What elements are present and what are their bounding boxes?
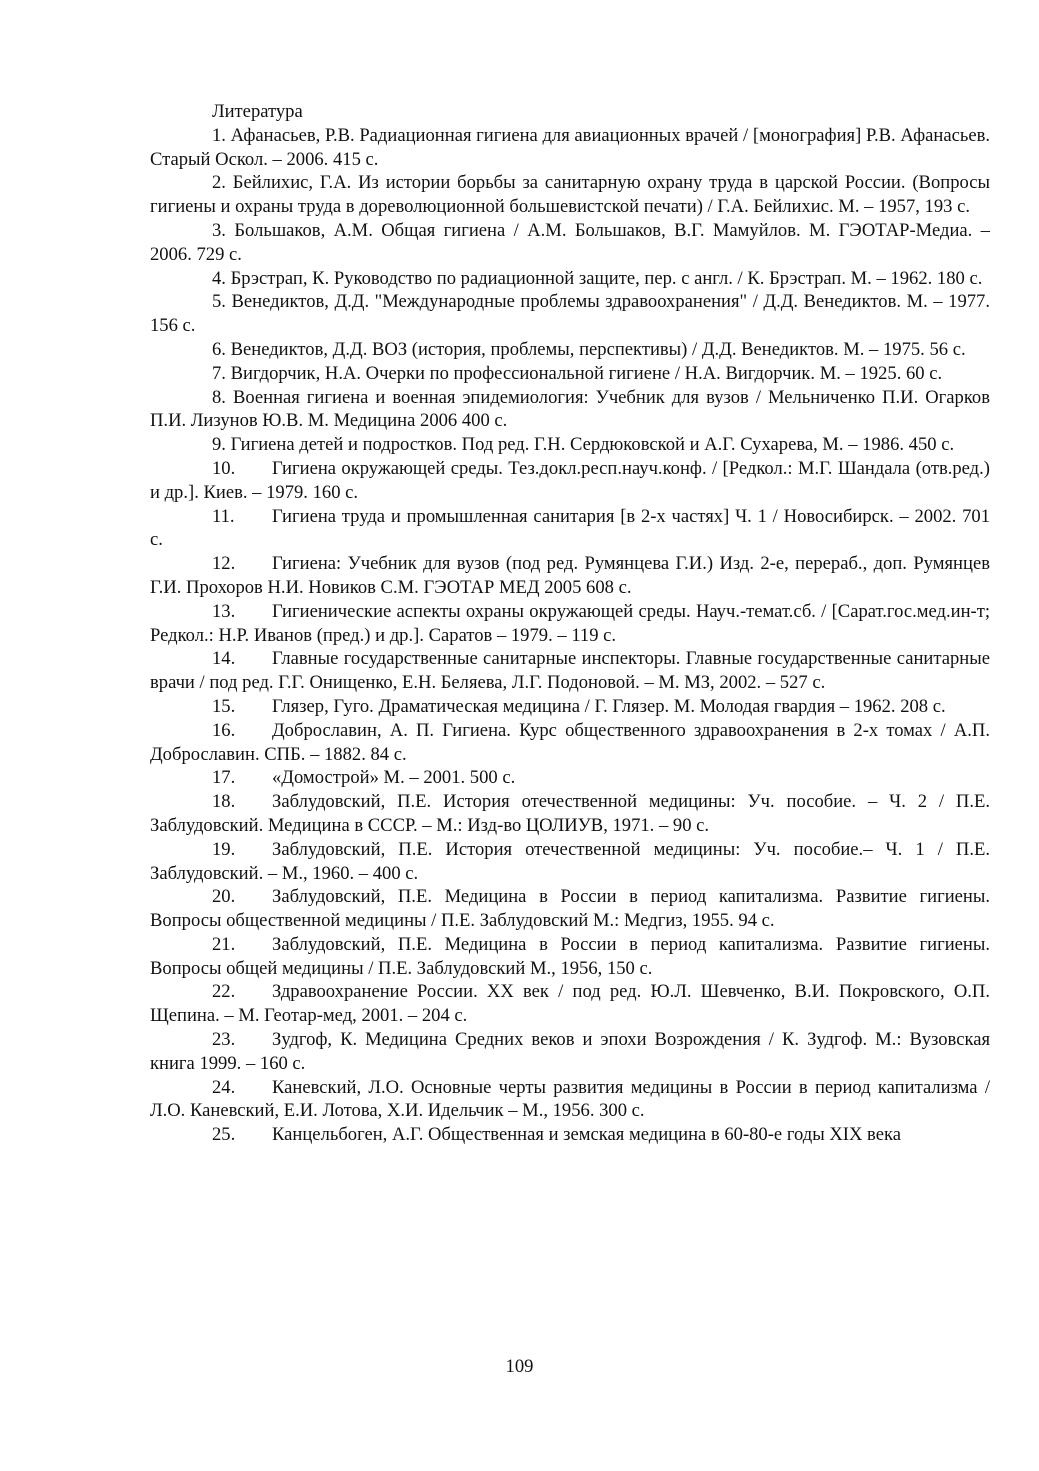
reference-text: Здравоохранение России. XX век / под ред. Ю.Л. Шевченко, В.И. Покровского, О.П. Щепина. – М. Геотар-мед, 2001. – 204 с. — [150, 981, 990, 1027]
reference-text: Брэстрап, К. Руководство по радиационной защите, пер. с англ. / К. Брэстрап. М. – 1962. 180 с. — [230, 267, 983, 289]
reference-item — [150, 433, 990, 457]
reference-number: 10. — [212, 457, 236, 479]
reference-text: Вигдорчик, Н.А. Очерки по профессиональной гигиене / Н.А. Вигдорчик. М. – 1925. 60 с. — [230, 362, 943, 384]
reference-text: Гигиена окружающей среды. Тез.докл.респ.науч.конф. / [Редкол.: М.Г. Шандала (отв.ред.) и др.]. Киев. – 1979. 160 с. — [150, 457, 990, 503]
reference-text: Заблудовский, П.Е. История отечественной медицины: Уч. пособие. – Ч. 2 / П.Е. Заблудовский. Медицина в СССР. – М.: Изд-во ЦОЛИУВ, 1971. – 90 с. — [150, 791, 990, 836]
reference-text: Заблудовский, П.Е. Медицина в России в период капитализма. Развитие гигиены. Вопросы общей медицины / П.Е. Заблудовский М., 1956, 150 с. — [150, 933, 990, 979]
reference-item — [150, 219, 990, 267]
reference-item — [150, 552, 990, 600]
reference-item — [150, 695, 990, 719]
reference-number: 9. — [212, 434, 226, 456]
reference-number: 3. — [212, 219, 226, 241]
reference-item — [150, 766, 990, 790]
reference-text: Бейлихис, Г.А. Из истории борьбы за санитарную охрану труда в царской России. (Вопросы гигиены и охраны труда в дореволюционной большевистской печати) / Г.А. Бейлихис. М. – 1957, 193 с. — [150, 172, 990, 218]
reference-number: 2. — [212, 172, 226, 194]
reference-number: 4. — [212, 267, 226, 289]
reference-item — [150, 790, 990, 838]
section-heading: Литература — [212, 101, 303, 122]
reference-item — [150, 885, 990, 933]
reference-text: Заблудовский, П.Е. История отечественной медицины: Уч. пособие.– Ч. 1 / П.Е. Заблудовский. – М., 1960. – 400 с. — [150, 838, 990, 884]
reference-number: 8. — [212, 386, 226, 408]
reference-item — [150, 386, 990, 434]
reference-number: 22. — [212, 981, 236, 1003]
reference-number: 1. — [212, 124, 226, 146]
reference-item — [150, 171, 990, 219]
reference-item — [150, 290, 990, 338]
reference-text: Гигиена детей и подростков. Под ред. Г.Н. Сердюковской и А.Г. Сухарева, М. – 1986. 450 с. — [230, 434, 955, 456]
reference-text: Гигиена труда и промышленная санитария [в 2-х частях] Ч. 1 / Новосибирск. – 2002. 701 с. — [150, 505, 990, 551]
reference-number: 24. — [212, 1076, 236, 1098]
reference-text: Афанасьев, Р.В. Радиационная гигиена для авиационных врачей / [монография] Р.В. Афанасьев. Старый Оскол. – 2006. 415 с. — [150, 124, 990, 170]
reference-text: Каневский, Л.О. Основные черты развития медицины в России в период капитализма / Л.О. Каневский, Е.И. Лотова, Х.И. Идельчик – М., 1956. 300 с. — [150, 1076, 990, 1122]
reference-number: 11. — [212, 505, 235, 527]
reference-item — [150, 838, 990, 886]
reference-item — [150, 124, 990, 172]
reference-number: 20. — [212, 886, 236, 908]
reference-number: 13. — [212, 600, 236, 622]
reference-text: Венедиктов, Д.Д. ВОЗ (история, проблемы, перспективы) / Д.Д. Венедиктов. М. – 1975. 56 с. — [230, 338, 966, 360]
reference-text: Большаков, А.М. Общая гигиена / А.М. Большаков, В.Г. Мамуйлов. М. ГЭОТАР-Медиа. – 2006. 729 с. — [150, 219, 990, 265]
reference-text: Венедиктов, Д.Д. "Международные проблемы здравоохранения" / Д.Д. Венедиктов. М. – 1977. 156 с. — [150, 291, 990, 337]
reference-item — [150, 362, 990, 386]
reference-number: 12. — [212, 553, 236, 575]
reference-item — [150, 647, 990, 695]
reference-item — [150, 600, 990, 648]
reference-item — [150, 980, 990, 1028]
reference-number: 14. — [212, 648, 236, 670]
reference-item — [150, 338, 990, 362]
reference-item — [150, 933, 990, 981]
reference-number: 16. — [212, 719, 236, 741]
reference-number: 5. — [212, 291, 226, 313]
reference-number: 7. — [212, 362, 226, 384]
reference-text: Главные государственные санитарные инспекторы. Главные государственные санитарные врачи / под ред. Г.Г. Онищенко, Е.Н. Беляева, Л.Г. Подоновой. – М. МЗ, 2002. – 527 с. — [150, 648, 990, 694]
reference-text: Зудгоф, К. Медицина Средних веков и эпохи Возрождения / К. Зудгоф. М.: Вузовская книга 1999. – 160 с. — [150, 1029, 990, 1074]
reference-item — [150, 505, 990, 553]
reference-text: Военная гигиена и военная эпидемиология: Учебник для вузов / Мельниченко П.И. Огарков П.И. Лизунов Ю.В. М. Медицина 2006 400 с. — [150, 386, 990, 432]
reference-number: 23. — [212, 1029, 236, 1051]
reference-number: 18. — [212, 791, 236, 813]
reference-number: 6. — [212, 338, 226, 360]
reference-item — [150, 1123, 990, 1147]
reference-item — [150, 719, 990, 767]
reference-text: Глязер, Гуго. Драматическая медицина / Г. Глязер. М. Молодая гвардия – 1962. 208 с. — [272, 695, 946, 717]
reference-text: Канцельбоген, А.Г. Общественная и земская медицина в 60-80-е годы XIX века — [272, 1124, 901, 1146]
bibliography — [150, 100, 990, 1147]
reference-text: «Домострой» М. – 2001. 500 с. — [272, 767, 516, 789]
reference-number: 15. — [212, 695, 236, 717]
reference-item — [150, 267, 990, 291]
reference-item — [150, 1028, 990, 1076]
reference-number: 17. — [212, 767, 236, 789]
reference-number: 21. — [212, 933, 236, 955]
reference-item — [150, 1076, 990, 1124]
reference-number: 25. — [212, 1124, 236, 1146]
reference-item — [150, 457, 990, 505]
page-number: 109 — [505, 1356, 534, 1377]
reference-text: Гигиена: Учебник для вузов (под ред. Румянцева Г.И.) Изд. 2-е, перераб., доп. Румянцев Г.И. Прохоров Н.И. Новиков С.М. ГЭОТАР МЕД 2005 608 с. — [150, 553, 990, 598]
reference-text: Доброславин, А. П. Гигиена. Курс общественного здравоохранения в 2-х томах / А.П. Доброславин. СПБ. – 1882. 84 с. — [150, 719, 990, 765]
reference-text: Заблудовский, П.Е. Медицина в России в период капитализма. Развитие гигиены. Вопросы общественной медицины / П.Е. Заблудовский М.: Медгиз, 1955. 94 с. — [150, 886, 990, 932]
reference-text: Гигиенические аспекты охраны окружающей среды. Науч.-темат.сб. / [Сарат.гос.мед.ин-т; Редкол.: Н.Р. Иванов (пред.) и др.]. Саратов – 1979. – 119 с. — [150, 600, 990, 646]
reference-number: 19. — [212, 838, 236, 860]
